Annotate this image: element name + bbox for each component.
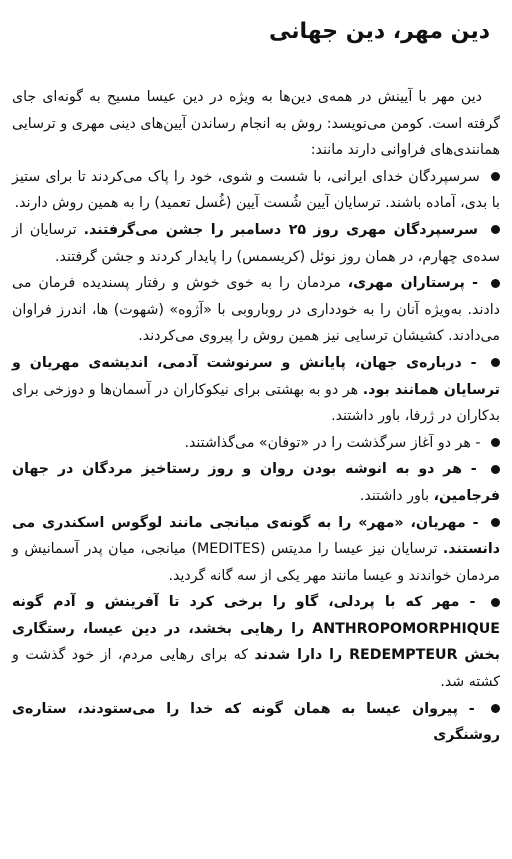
list-item (12, 456, 500, 509)
article-title: دین مهر، دین جهانی (268, 19, 490, 44)
list-item-lead: - درباره‌ی جهان، پایانش و سرنوشت آدمی، اندیشه‌ی مهریان و ترسایان همانند بود. (12, 354, 500, 398)
list-item (12, 510, 500, 590)
list-item (12, 430, 500, 457)
list-item-text: - هر دو آغاز سرگذشت را در «توفان» می‌گذاشتند. (184, 434, 481, 451)
list-item (12, 217, 500, 270)
bullet-icon (491, 279, 500, 288)
bullet-icon (491, 172, 500, 181)
list-item-lead: - پرستاران مهری، (347, 275, 479, 292)
list-item-text: ترسایان از سده‌ی چهارم، در همان روز نوئل (کریسمس) را پایدار کردند و جشن گرفتند. (12, 221, 500, 265)
list-item-text: باور داشتند. (359, 487, 430, 504)
intro-paragraph: دین مهر با آیینش در همه‌ی دین‌ها به ویژه در دین عیسا مسیح به گونه‌ای جای گرفته است. کومن می‌نویسد: روش به انجام رساندن آیین‌های دینی مهری و ترسایی همانندی‌های فراوانی دارند مانند: (12, 89, 500, 159)
bullet-icon (491, 438, 500, 447)
list-item-text: سرسپردگان خدای ایرانی، با شست و شوی، خود را پاک می‌کردند تا برای ستیز با بدی، آماده باشند. ترسایان آیین شُست آیین (غُسل تعمید) را به همین روش دارند. (12, 168, 500, 212)
list-item-text: که برای رهایی مردم، از خود گذشت و کشته شد. (12, 647, 500, 691)
list-item-lead: سرسپردگان مهری روز ۲۵ دسامبر را جشن می‌گرفتند. (83, 221, 478, 238)
article-body (12, 84, 500, 749)
list-item (12, 164, 500, 217)
bullet-icon (491, 225, 500, 234)
list-item-lead: - هر دو به انوشه بودن روان و روز رستاخیز مردگان در جهان فرجامین، (12, 461, 500, 504)
list-item (12, 270, 500, 350)
bullet-icon (491, 598, 500, 607)
list-item-text: ترسایان نیز عیسا را مدیتس (MEDITES) میانجی، میان پدر آسمانیش و مردمان خواندند و عیسا مانند مهر یکی از سه گانه گردید. (12, 541, 500, 584)
list-item-text: مردمان را به خوی خوش و رفتار پسندیده فرمان می دادند. به‌ویژه آنان را به خودداری در روباروبی با «آژوه» (شهوت) ها، اندرز فراوان می‌دادند. کشیشان ترسایی نیز همین روش را پیروی می‌کردند. (12, 275, 500, 345)
bullet-icon (491, 358, 500, 367)
bullet-icon (491, 465, 500, 474)
bullet-icon (491, 704, 500, 713)
list-item-text: هر دو به بهشتی برای نیکوکاران در آسمان‌ها و دوزخی برای بدکاران در ژرفا، باور داشتند. (12, 381, 500, 425)
list-item (12, 350, 500, 430)
list-item-lead: - مهریان، «مهر» را به گونه‌ی میانجی مانند لوگوس اسکندری می دانستند. (12, 514, 500, 558)
list-item (12, 696, 500, 749)
bullet-icon (491, 518, 500, 527)
list-item-lead: - مهر که با پردلی، گاو را برخی کرد تا آفرینش و آدم گونه ANTHROPOMORPHIQUE را رهایی بخشد، در دین عیسا، رستگاری بخش REDEMPTEUR را دارا شدند (12, 594, 500, 664)
list-item (12, 589, 500, 695)
list-item-lead: - پیروان عیسا به همان گونه که خدا را می‌ستودند، ستاره‌ی روشنگری (12, 700, 500, 744)
